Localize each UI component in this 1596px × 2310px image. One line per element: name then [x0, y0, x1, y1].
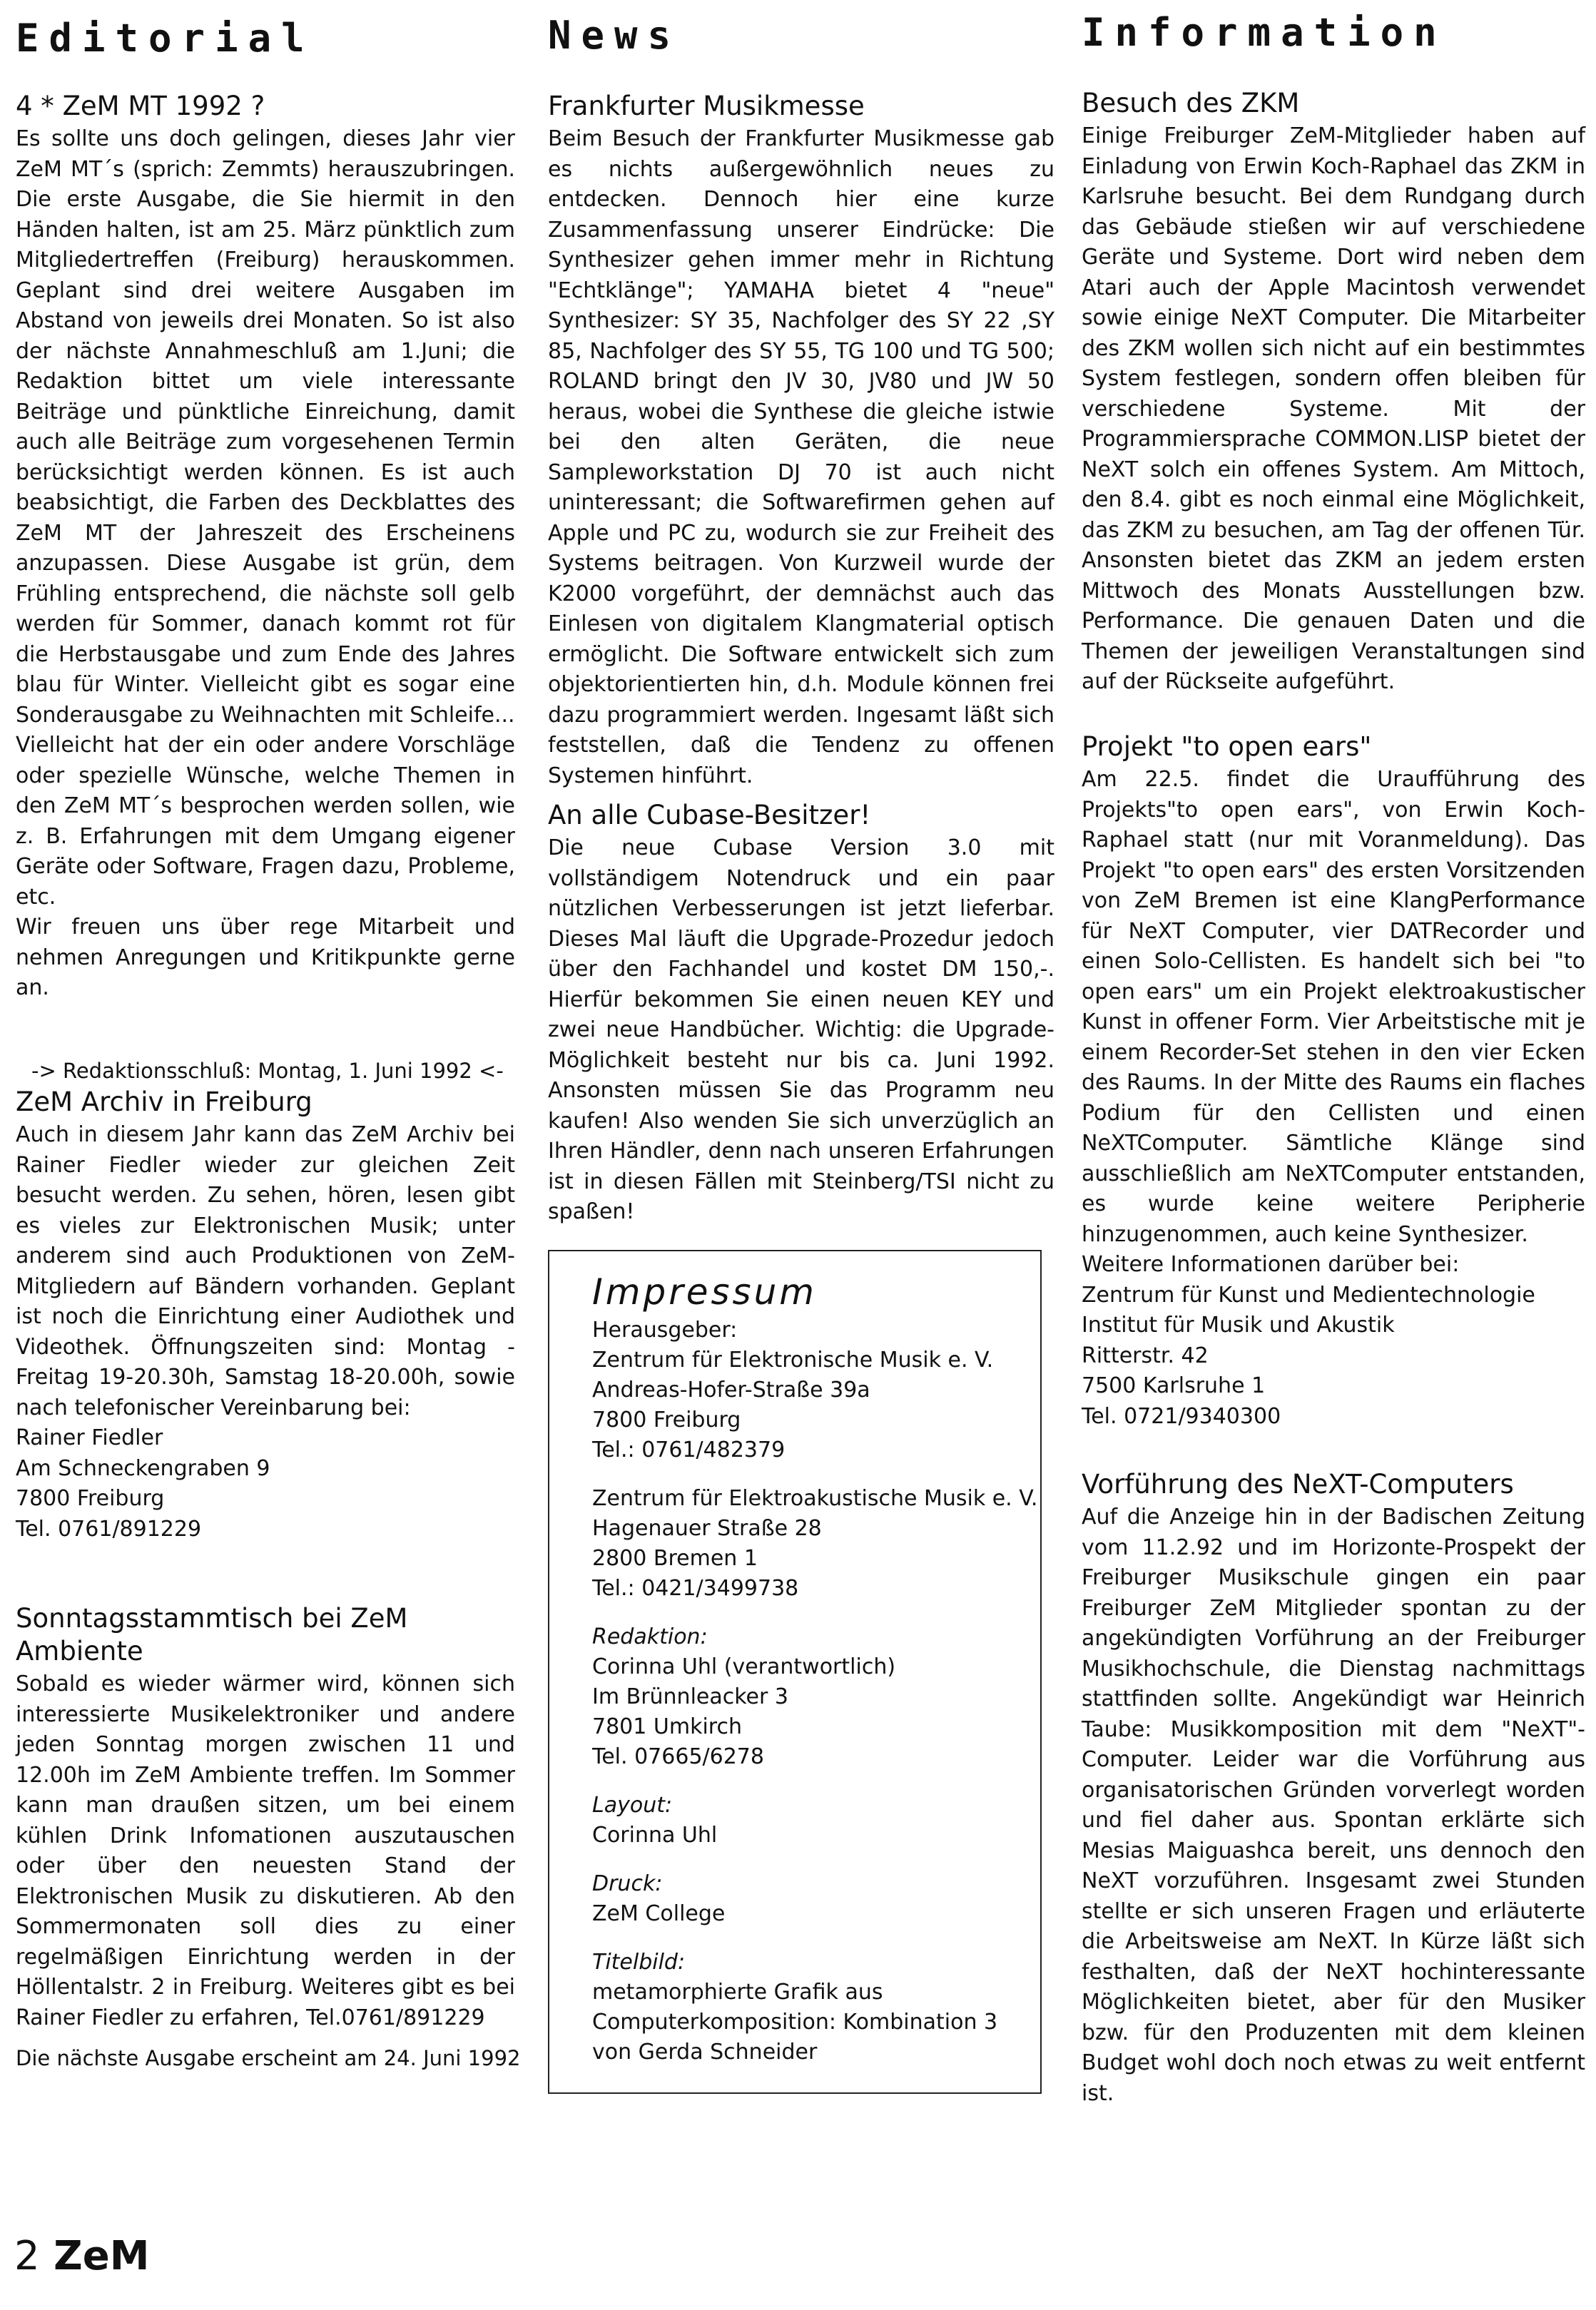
- article-title: Frankfurter Musikmesse: [548, 91, 865, 121]
- contact-line: Weitere Informationen darüber bei:: [1082, 1252, 1460, 1277]
- article-body: [1082, 765, 1585, 1432]
- impressum-line: 7801 Umkirch: [592, 1714, 742, 1739]
- article-paragraph: Auf die Anzeige hin in der Badischen Zeitung vom 11.2.92 und im Horizonte-Prospekt der Freiburger Musikschule gingen ein paar Freiburger ZeM Mitglieder spontan zu der angekündigten Vorführung an der Freiburger Musikhochschule, die Dienstag nachmittags stattfinden sollte. Angekündigt war Heinrich Taube: Musikkomposition mit dem "NeXT"-Computer. Leider war die Vorführung aus organisatorischen Gründen vorverlegt worden und fiel daher aus. Spontan erklärte sich Mesias Maiguashca bereit, uns dennoch den NeXT vorzuführen. Insgesamt zwei Stunden stellte er sich unseren Fragen und erläuterte die Arbeitsweise am NeXT. In Kürze läßt sich festhalten, daß der NeXT hochinteressante Möglichkeiten bietet, aber für den Musiker bzw. für den Produzenten mit dem kleinen Budget wohl doch noch etwas zu weit entfernt ist.: [1082, 1505, 1585, 2106]
- article-paragraph: Die neue Cubase Version 3.0 mit vollständigem Notendruck und ein paar nützlichen Verbesserungen ist jetzt lieferbar. Dieses Mal läuft die Upgrade-Prozedur jedoch über den Fachhandel und kostet DM 150,-. Hierfür bekommen Sie einen neuen KEY und zwei neue Handbücher. Wichtig: die Upgrade-Möglichkeit besteht nur bis ca. Juni 1992. Ansonsten müssen Sie das Programm neu kaufen! Also wenden Sie sich unverzüglich an Ihren Händler, denn nach unseren Erfahrungen ist in diesen Fällen mit Steinberg/TSI nicht zu spaßen!: [548, 835, 1054, 1224]
- impressum-cover: [592, 1948, 1012, 2067]
- article-sonntagsstammtisch: [16, 1602, 515, 2033]
- article-body: [1082, 1502, 1585, 2109]
- impressum-label: Titelbild:: [592, 1950, 686, 1975]
- article-paragraph: Sobald es wieder wärmer wird, können sich interessierte Musikelektroniker und andere jeden Sonntag morgen zwischen 11 und 12.00h im ZeM Ambiente treffen. Im Sommer kann man draußen sitzen, um bei einem kühlen Drink Infomationen auszutauschen oder über den neuesten Stand der Elektronischen Musik zu diskutieren. Ab den Sommermonaten soll dies zu einer regelmäßigen Einrichtung werden in der Höllentalstr. 2 in Freiburg. Weiteres gibt es bei Rainer Fiedler zu erfahren, Tel.0761/891229: [16, 1672, 515, 2030]
- article-title: 4 * ZeM MT 1992 ?: [16, 91, 265, 121]
- article-body: [16, 1120, 515, 1545]
- impressum-line: Zentrum für Elektroakustische Musik e. V.: [592, 1486, 1038, 1511]
- impressum-line: Tel. 07665/6278: [592, 1744, 764, 1769]
- article-title: An alle Cubase-Besitzer!: [548, 800, 871, 830]
- article-body: [548, 833, 1054, 1228]
- article-cubase: [548, 799, 1054, 1228]
- article-body: [1082, 121, 1585, 698]
- impressum-line: ZeM College: [592, 1901, 726, 1926]
- article-paragraph: Vielleicht hat der ein oder andere Vorschläge oder spezielle Wünsche, welche Themen in den ZeM MT´s besprochen werden sollen, wie z. B. Erfahrungen mit dem Umgang eigener Geräte oder Software, Fragen dazu, Probleme, etc.: [16, 733, 515, 910]
- article-title: ZeM Archiv in Freiburg: [16, 1087, 312, 1117]
- zem-logo: ZeM: [54, 2233, 150, 2279]
- impressum-label: Redaktion:: [592, 1624, 708, 1649]
- impressum-title: Impressum: [592, 1271, 818, 1313]
- address-line: Rainer Fiedler: [16, 1425, 163, 1450]
- address-line: Am Schneckengraben 9: [16, 1455, 270, 1481]
- contact-line: Tel. 0721/9340300: [1082, 1403, 1281, 1429]
- section-heading-news: News: [548, 13, 681, 58]
- impressum-label: Druck:: [592, 1871, 663, 1896]
- section-heading-information: Information: [1082, 10, 1447, 55]
- impressum-line: Zentrum für Elektronische Musik e. V.: [592, 1348, 994, 1373]
- impressum-publisher-2: [592, 1484, 1040, 1604]
- article-paragraph: Es sollte uns doch gelingen, dieses Jahr vier ZeM MT´s (sprich: Zemmts) herauszubringen. Die erste Ausgabe, die Sie hiermit in den Händen halten, ist am 25. März pünktlich zum Mitgliedertreffen (Freiburg) herauskommen. Geplant sind drei weitere Ausgaben im Abstand von jeweils drei Monaten. So ist also der nächste Annahmeschluß am 1.Juni; die Redaktion bittet um viele interessante Beiträge und pünktliche Einreichung, damit auch alle Beiträge zum vorgesehenen Termin berücksichtigt werden können. Es ist auch beabsichtigt, die Farben des Deckblattes des ZeM MT der Jahreszeit des Erscheinens anzupassen. Diese Ausgabe ist grün, dem Frühling entsprechend, die nächste soll gelb werden für Sommer, danach kommt rot für die Herbstausgabe und zum Ende des Jahres blau für Winter. Vielleicht gibt es sogar eine Sonderausgabe zu Weihnachten mit Schleife...: [16, 126, 515, 728]
- impressum-print: [592, 1869, 1040, 1929]
- article-next-vorfuehrung: [1082, 1468, 1585, 2109]
- deadline-notice: -> Redaktionsschluß: Montag, 1. Juni 1992 <-: [31, 1059, 504, 1083]
- article-title: Besuch des ZKM: [1082, 88, 1300, 118]
- impressum-label: Layout:: [592, 1793, 673, 1818]
- article-body: [16, 124, 515, 1004]
- impressum-line: Im Brünnleacker 3: [592, 1684, 788, 1709]
- impressum-line: 7800 Freiburg: [592, 1408, 741, 1433]
- section-heading-editorial: Editorial: [16, 16, 315, 61]
- contact-line: Ritterstr. 42: [1082, 1343, 1209, 1368]
- article-paragraph: Am 22.5. findet die Uraufführung des Projekts"to open ears", von Erwin Koch-Raphael statt (nur mit Voranmeldung). Das Projekt "to open ears" des ersten Vorsitzenden von ZeM Bremen ist eine KlangPerformance für NeXT Computer, vier DATRecorder und einen Solo-Cellisten. Es handelt sich bei "to open ears" um ein Projekt elektroakustischer Kunst in offener Form. Vier Arbeitstische mit je einem Recorder-Set stehen in den vier Ecken des Raums. In der Mitte des Raums ein flaches Podium für den Cellisten und einen NeXTComputer. Sämtliche Klänge sind ausschließlich am NeXTComputer entstanden, es wurde keine weitere Peripherie hinzugenommen, auch keine Synthesizer.: [1082, 767, 1585, 1247]
- article-to-open-ears: [1082, 731, 1585, 1432]
- next-issue-notice: Die nächste Ausgabe erscheint am 24. Juni 1992: [16, 2046, 521, 2070]
- contact-line: Institut für Musik und Akustik: [1082, 1313, 1395, 1338]
- article-besuch-zkm: [1082, 87, 1585, 698]
- impressum-layout: [592, 1791, 1040, 1851]
- contact-line: Zentrum für Kunst und Medientechnologie: [1082, 1282, 1535, 1308]
- impressum-line: Tel.: 0421/3499738: [592, 1576, 799, 1601]
- impressum-label: Herausgeber:: [592, 1318, 738, 1343]
- article-paragraph: Beim Besuch der Frankfurter Musikmesse gab es nichts außergewöhnlich neues zu entdecken. Dennoch hier eine kurze Zusammenfassung unserer Eindrücke: Die Synthesizer gehen immer mehr in Richtung "Echtklänge"; YAMAHA bietet 4 "neue" Synthesizer: SY 35, Nachfolger des SY 22 ,SY 85, Nachfolger des SY 55, TG 100 und TG 500; ROLAND bringt den JV 30, JV80 und JW 50 heraus, wobei die Synthese die gleiche istwie bei den alten Geräten, die neue Sampleworkstation DJ 70 ist auch nicht uninteressant; die Softwarefirmen gehen auf Apple und PC zu, wodurch sie zur Freiheit des Systems beitragen. Von Kurzweil wurde der K2000 vorgeführt, der demnächst auch das Einlesen von digitalem Klangmaterial optisch ermöglicht. Die Software entwickelt sich zum objektorientierten hin, d.h. Module können frei dazu programmiert werden. Ingesamt läßt sich feststellen, daß die Tendenz zu offenen Systemen hinführt.: [548, 126, 1054, 788]
- article-paragraph: Wir freuen uns über rege Mitarbeit und nehmen Anregungen und Kritikpunkte gerne an.: [16, 915, 515, 1000]
- contact-line: 7500 Karlsruhe 1: [1082, 1373, 1266, 1398]
- article-body: [16, 1669, 515, 2033]
- article-frankfurter-musikmesse: [548, 90, 1054, 791]
- article-zem-archiv: [16, 1086, 515, 1545]
- address-line: Tel. 0761/891229: [16, 1516, 202, 1542]
- impressum-publisher-1: [592, 1316, 1040, 1465]
- article-title: Projekt "to open ears": [1082, 731, 1372, 762]
- impressum-line: 2800 Bremen 1: [592, 1546, 758, 1571]
- article-paragraph: Einige Freiburger ZeM-Mitglieder haben auf Einladung von Erwin Koch-Raphael das ZKM in Karlsruhe besucht. Bei dem Rundgang durch das Gebäude stießen wir auf verschiedene Geräte und Systeme. Dort wird neben dem Atari auch der Apple Macintosh verwendet sowie einige NeXT Computer. Die Mitarbeiter des ZKM wollen sich nicht auf ein bestimmtes System festlegen, sondern offen bleiben für verschiedene Systeme. Mit der Programmiersprache COMMON.LISP bietet der NeXT solch ein offenes System. Am Mittoch, den 8.4. gibt es noch einmal eine Möglichkeit, das ZKM zu besuchen, am Tag der offenen Tür. Ansonsten bietet das ZKM an jedem ersten Mittwoch des Monats Ausstellungen bzw. Performance. Die genauen Daten und die Themen der jeweiligen Veranstaltungen sind auf der Rückseite aufgeführt.: [1082, 123, 1585, 694]
- article-title: Sonntagsstammtisch bei ZeM Ambiente: [16, 1603, 408, 1667]
- impressum-line: Corinna Uhl (verantwortlich): [592, 1654, 896, 1679]
- page-number: 2: [14, 2233, 40, 2279]
- article-body: [548, 124, 1054, 791]
- impressum-line: Andreas-Hofer-Straße 39a: [592, 1378, 870, 1403]
- impressum-line: Corinna Uhl: [592, 1823, 718, 1848]
- article-zem-mt-1992: [16, 90, 515, 1004]
- article-title: Vorführung des NeXT-Computers: [1082, 1469, 1514, 1500]
- impressum-line: metamorphierte Grafik aus Computerkomposition: Kombination 3 von Gerda Schneider: [592, 1980, 998, 2065]
- article-paragraph: Auch in diesem Jahr kann das ZeM Archiv bei Rainer Fiedler wieder zur gleichen Zeit besucht werden. Zu sehen, hören, lesen gibt es vieles zur Elektronischen Musik; unter anderem sind auch Produktionen von ZeM-Mitgliedern auf Bändern vorhanden. Geplant ist noch die Einrichtung einer Audiothek und Videothek. Öffnungszeiten sind: Montag - Freitag 19-20.30h, Samstag 18-20.00h, sowie nach telefonischer Vereinbarung bei:: [16, 1122, 515, 1420]
- impressum-line: Hagenauer Straße 28: [592, 1516, 822, 1541]
- impressum-box: [548, 1250, 1042, 2094]
- impressum-line: Tel.: 0761/482379: [592, 1438, 786, 1462]
- address-line: 7800 Freiburg: [16, 1486, 165, 1511]
- impressum-editorial: [592, 1622, 1040, 1772]
- page-footer: [14, 2233, 149, 2279]
